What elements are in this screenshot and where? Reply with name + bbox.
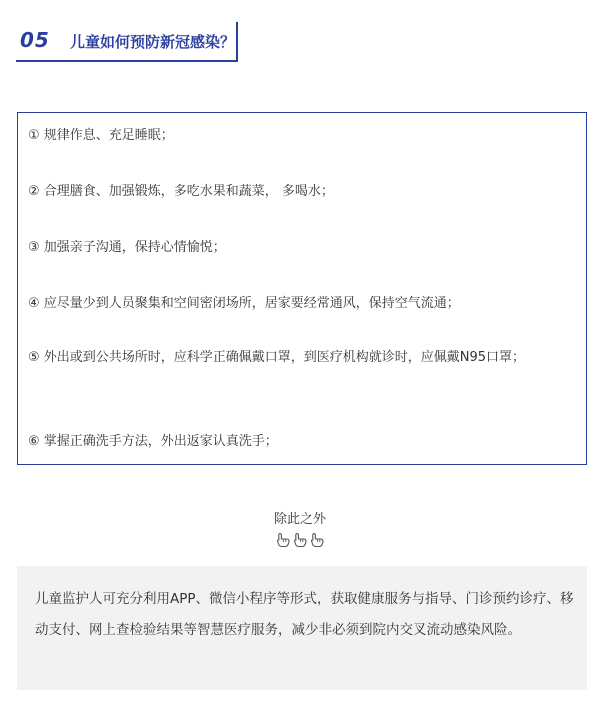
guardian-note-box xyxy=(17,566,587,690)
section-heading xyxy=(16,22,238,62)
measure-item: ④ 应尽量少到人员聚集和空间密闭场所，居家要经常通风，保持空气流通； xyxy=(28,296,460,311)
pointing-hand-icons xyxy=(0,532,600,548)
measures-box xyxy=(17,112,587,465)
measure-item: ③ 加强亲子沟通，保持心情愉悦； xyxy=(28,240,226,255)
section-title: 儿童如何预防新冠感染？ xyxy=(70,33,236,51)
measure-item: ② 合理膳食、加强锻炼，多吃水果和蔬菜， 多喝水； xyxy=(28,184,334,199)
section-number: 05 xyxy=(20,28,50,52)
divider-label: 除此之外 xyxy=(273,512,326,527)
measure-item: ⑥ 掌握正确洗手方法，外出返家认真洗手； xyxy=(28,434,278,449)
pointing-hand-icon xyxy=(276,532,291,548)
pointing-hand-icon xyxy=(293,532,308,548)
measure-item: ① 规律作息、充足睡眠； xyxy=(28,128,174,143)
guardian-note-text: 儿童监护人可充分利用APP、微信小程序等形式，获取健康服务与指导、门诊预约诊疗、移动支付、网上查检验结果等智慧医疗服务，减少非必须到院内交叉流动感染风险。 xyxy=(35,591,574,638)
pointing-hand-icon xyxy=(310,532,325,548)
measure-item: ⑤ 外出或到公共场所时，应科学正确佩戴口罩，到医疗机构就诊时，应佩戴N95口罩； xyxy=(28,350,526,365)
